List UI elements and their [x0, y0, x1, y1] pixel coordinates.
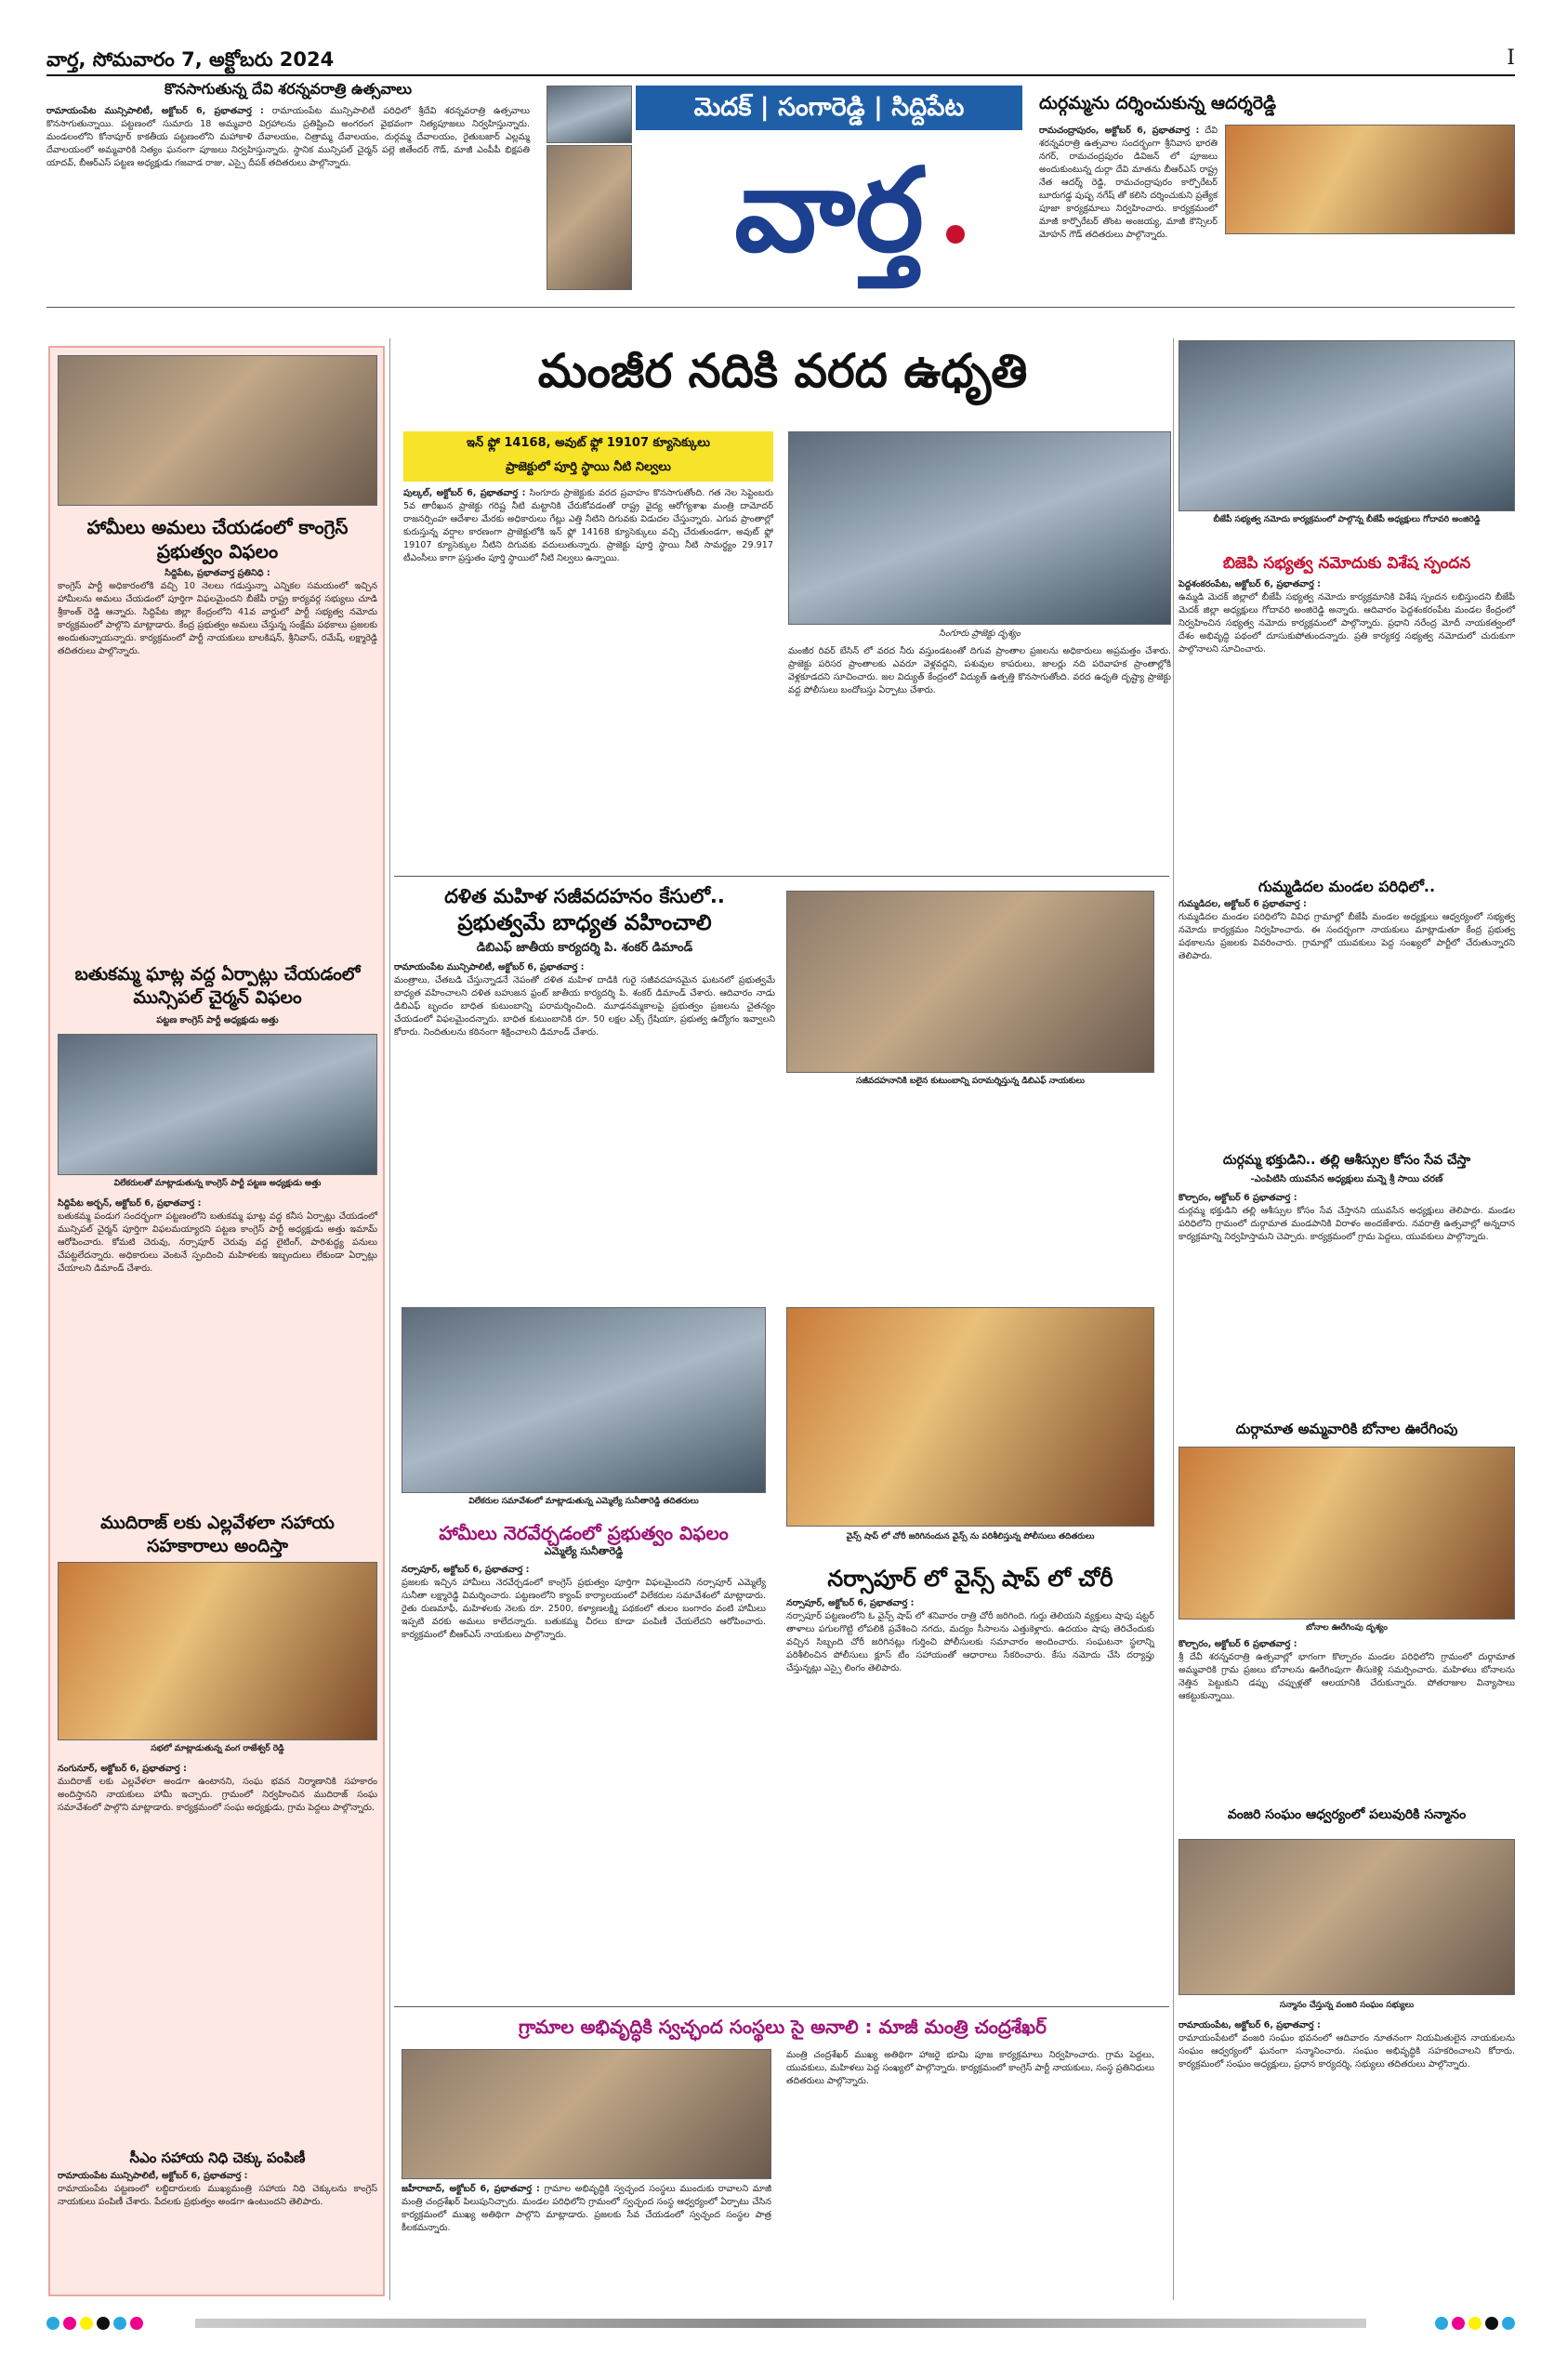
- center-story-2-photo-caption: విలేకరుల సమావేశంలో మాట్లాడుతున్న ఎమ్మెల్యే సునీతారెడ్డి తదితరులు: [468, 1497, 699, 1506]
- center-story-1: [394, 883, 775, 1302]
- story5-photo-caption: సన్మానం చేస్తున్న వంజరి సంఘం సభ్యులు: [1279, 2001, 1415, 2010]
- main-body-left: [403, 487, 773, 866]
- section-rule: [46, 307, 1515, 308]
- dateline: పెద్దశంకరంపేట, అక్టోబర్ 6, ప్రభాతవార్త :: [1179, 579, 1321, 589]
- center-rule-1: [394, 876, 1169, 877]
- story1-photo-caption: బీజేపీ సభ్యత్వ నమోదు కార్యక్రమంలో పాల్గొన్న బీజేపీ అధ్యక్షులు గోదావరి అంజిరెడ్డి: [1213, 515, 1481, 524]
- masthead-logo: వార్త: [734, 143, 924, 278]
- story3-headline: ముదిరాజ్ లకు ఎల్లవేళలా సహాయ సహకారాలు అందిస్తా: [100, 1513, 335, 1556]
- left-column: [48, 346, 385, 2296]
- article-body: [402, 1564, 766, 1642]
- page-number: I: [1507, 46, 1515, 70]
- clock-tower-photo: [547, 145, 632, 290]
- district-bar: మెదక్ | సంగారెడ్డి | సిద్దిపేట: [636, 86, 1022, 130]
- durga-photo: [1225, 125, 1515, 234]
- story3-caption: సభలో మాట్లాడుతున్న వంగ రాజేశ్వర్ రెడ్డి: [151, 1744, 284, 1753]
- center-story-2: [402, 1521, 766, 2004]
- headline: నర్సాపూర్ లో వైన్స్ షాప్ లో చోరీ: [827, 1566, 1113, 1592]
- center-story-4-headline: గ్రామాల అభివృద్ధికి స్వచ్ఛంద సంస్థలు సై అనాలి : మాజీ మంత్రి చంద్రశేఖర్: [518, 2016, 1047, 2038]
- dateline: జహీరాబాద్, అక్టోబర్ 6, ప్రభాతవార్త :: [402, 2184, 540, 2194]
- story1-photo: [58, 355, 377, 506]
- print-registration-bar: [46, 2313, 1515, 2334]
- body-text: మంజీర రివర్ బేసిన్ లో వరద నీరు వస్తుండటంతో దిగువ ప్రాంతాల ప్రజలను అధికారులు అప్రమత్తం చేశారు. ప్రాజెక్టు పరిసర ప్రాంతాలకు ఎవరూ వెళ్లవద్దని, పశువుల కాపరులు, జాలర్లు నది పరివాహక ప్రాంతాల్లోకి వెళ్లకూడదని సూచించారు. జల విద్యుత్ కేంద్రంలో విద్యుత్ ఉత్పత్తి కొనసాగుతోంది. వరద ఉధృతి దృష్ట్యా ప్రాజెక్టు వద్ద పోలీసులు బందోబస్తు ఏర్పాటు చేశారు.: [788, 646, 1171, 695]
- dateline: రామాయంపేట మున్సిపాలిటీ, అక్టోబర్ 6, ప్రభాతవార్త :: [394, 962, 585, 972]
- story3-body: [1179, 1192, 1515, 1415]
- center-story-4-body-left: [402, 2183, 771, 2302]
- color-dots-left: [46, 2317, 186, 2330]
- headline: కొనసాగుతున్న దేవి శరన్నవరాత్రి ఉత్సవాలు: [164, 80, 413, 98]
- body-text: రామాయంపేటలో వంజరి సంఘం భవనంలో ఆదివారం నూతనంగా నియమితులైన నాయకులను సంఘం ఆధ్వర్యంలో ఘనంగా సన్మానించారు. సంఘం అభివృద్ధికి సహకరించాలని కోరారు. కార్యక్రమంలో సంఘం అధ్యక్షులు, ప్రధాన కార్యదర్శి, సభ్యులు తదితరులు పాల్గొన్నారు.: [1179, 2033, 1515, 2069]
- dateline: కొల్చారం, అక్టోబర్ 6 ప్రభాతవార్త :: [1179, 1639, 1297, 1649]
- body-text: కాంగ్రెస్ పార్టీ అధికారంలోకి వచ్చి 10 నెలలు గడుస్తున్నా ఎన్నికల సమయంలో ఇచ్చిన హామీలను అమలు చేయడంలో పూర్తిగా విఫలమైందని బీజేపీ రాష్ట్ర కార్యవర్గ సభ్యులు చూడి శ్రీకాంత్ రెడ్డి ఆన్నారు. సిద్దిపేట జిల్లా కేంద్రంలోని 41వ వార్డులో పార్టీ సభ్యత్వ నమోదు కార్యక్రమంలో పాల్గొని మాట్లాడారు. కేంద్ర ప్రభుత్వం అమలు చేస్తున్న సంక్షేమ పథకాలు ప్రజలకు అందుతున్నాయన్నారు. కార్యక్రమంలో పార్టీ నాయకులు బాలకిషన్, శ్రీనివాస్, రమేష్, లక్ష్మారెడ్డి తదితరులు పాల్గొన్నారు.: [58, 581, 377, 656]
- story-top-right: [1039, 93, 1515, 301]
- body-text: మంత్రాలు, చేతబడి చేస్తున్నాడనే నెపంతో దళిత మహిళ దాడికి గురై సజీవదహనమైన ఘటనలో ప్రభుత్వమే బాధ్యత వహించాలని దళిత బహుజన ఫ్రంట్ జాతీయ కార్యదర్శి పి. శంకర్ డిమాండ్ చేశారు. ఆదివారం నాడు డిబిఎఫ్ బృందం బాధిత కుటుంబాన్ని పరామర్శించింది. మూఢనమ్మకాలపై ప్రభుత్వం ప్రజలను చైతన్యం చేయడంలో విఫలమైందన్నారు. బాధిత కుటుంబానికి రూ. 50 లక్షల ఎక్స్ గ్రేషియా, ప్రభుత్వ ఉద్యోగం ఇవ్వాలని కోరారు. నిందితులను కఠినంగా శిక్షించాలని డిమాండ్ చేశారు.: [394, 975, 775, 1038]
- headline-line2: ప్రభుత్వమే బాధ్యత వహించాలి: [457, 911, 712, 935]
- story2-body: [58, 1197, 377, 1504]
- subhead: ఎమ్మెల్యే సునీతారెడ్డి: [544, 1545, 624, 1557]
- body-text: గుమ్మడిదల మండల పరిధిలోని వివిధ గ్రామాల్లో బీజేపీ మండల అధ్యక్షులు ఆధ్వర్యంలో సభ్యత్వ నమోదు కార్యక్రమం నిర్వహించారు. ఈ సందర్భంగా నాయకులు మాట్లాడుతూ కేంద్ర ప్రభుత్వ పథకాలను ప్రజలకు వివరించారు. గ్రామాల్లో యువకులు పెద్ద సంఖ్యలో పార్టీలో చేరుతున్నారని తెలిపారు.: [1179, 912, 1515, 961]
- temple-photo: [547, 86, 632, 143]
- article-body: [46, 105, 530, 170]
- center-story-1-photo: [786, 891, 1154, 1073]
- dateline: గుమ్మడిదల, అక్టోబర్ 6 ప్రభాతవార్త :: [1179, 899, 1307, 909]
- center-story-1-photo-caption: సజీవదహనానికి బలైన కుటుంబాన్ని పరామర్శిస్తున్న డిబిఎఫ్ నాయకులు: [856, 1077, 1085, 1086]
- dam-photo-caption: సింగూరు ప్రాజెక్టు దృశ్యం: [939, 628, 1021, 639]
- story1-photo: [1179, 340, 1515, 511]
- story4-headline: సీఎం సహాయ నిధి చెక్కు పంపిణీ: [129, 2149, 306, 2166]
- subhead-line2: ప్రాజెక్టులో పూర్తి స్థాయి నీటి నిల్వలు: [506, 460, 671, 474]
- body-text: దుర్గమ్మ భక్తుడిని తల్లి ఆశీస్సుల కోసం సేవ చేస్తానని యువసేన అధ్యక్షులు తెలిపారు. మండల పరిధిలోని గ్రామంలో దుర్గామాత మండపానికి విరాళం అందజేశారు. నవరాత్రి ఉత్సవాల్లో అన్నదాన కార్యక్రమాన్ని నిర్వహిస్తామని చెప్పారు. కార్యక్రమంలో గ్రామ పెద్దలు, యువకులు పాల్గొన్నారు.: [1179, 1206, 1515, 1242]
- headline: హామీలు నెరవేర్చడంలో ప్రభుత్వం విఫలం: [439, 1522, 729, 1544]
- story2-caption: విలేకరులతో మాట్లాడుతున్న కాంగ్రెస్ పార్టీ పట్టణ అధ్యక్షుడు అత్తు: [113, 1179, 322, 1188]
- story4-headline: దుర్గామాత అమ్మవారికి బోనాల ఊరేగింపు: [1235, 1421, 1458, 1437]
- story1-headline: బిజెపి సభ్యత్వ నమోదుకు విశేష స్పందన: [1222, 554, 1471, 573]
- right-column: [1179, 338, 1515, 2300]
- main-story: [394, 338, 1171, 868]
- story2-body: [1179, 898, 1515, 1149]
- masthead: [547, 86, 1022, 292]
- dam-photo: [788, 431, 1171, 625]
- story1-body: [58, 567, 377, 958]
- story2-headline: బతుకమ్మ ఘాట్ల వద్ద ఏర్పాట్లు చేయడంలో మున్సిపల్ చైర్మన్ విఫలం: [74, 964, 361, 1008]
- story3-headline: దుర్గమ్మ భక్తుడిని.. తల్లి ఆశీస్సుల కోసం సేవ చేస్తా: [1222, 1153, 1471, 1168]
- body-text: బతుకమ్మ పండుగ సందర్భంగా పట్టణంలోని బతుకమ్మ ఘాట్ల వద్ద కనీస ఏర్పాట్లు చేయడంలో మున్సిపల్ చైర్మన్ పూర్తిగా విఫలమయ్యారని పట్టణ కాంగ్రెస్ పార్టీ అధ్యక్షుడు అత్తు ఇమామ్ ఆరోపించారు. కోమటి చెరువు, నర్సాపూర్ చెరువు వద్ద లైటింగ్, పారిశుద్ధ్య పనులు చేపట్టలేదన్నారు. అధికారులు వెంటనే స్పందించి మహిళలకు ఇబ్బందులు లేకుండా ఏర్పాట్లు చేయాలని డిమాండ్ చేశారు.: [58, 1211, 377, 1274]
- column-divider-left: [389, 338, 390, 2300]
- story5-photo: [1179, 1839, 1515, 1995]
- dateline: రామాయంపేట మున్సిపాలిటీ, అక్టోబర్ 6, ప్రభాతవార్త :: [46, 106, 264, 116]
- body-text: ప్రజలకు ఇచ్చిన హామీలు నెరవేర్చడంలో కాంగ్రెస్ ప్రభుత్వం పూర్తిగా విఫలమైందని నర్సాపూర్ ఎమ్మెల్యే సునీతా లక్ష్మారెడ్డి విమర్శించారు. పట్టణంలోని క్యాంప్ కార్యాలయంలో విలేకరుల సమావేశంలో మాట్లాడారు. రైతు రుణమాఫీ, మహిళలకు నెలకు రూ. 2500, కళ్యాణలక్ష్మి పథకంలో తులం బంగారం వంటి హామీలు ఇప్పటి వరకు అమలు కాలేదన్నారు. బతుకమ్మ చీరలు కూడా పంపిణీ చేయలేదని ఆరోపించారు. కార్యక్రమంలో బీఆర్ఎస్ నాయకులు పాల్గొన్నారు.: [402, 1578, 766, 1640]
- body-text: సింగూరు ప్రాజెక్టుకు వరద ప్రవాహం కొనసాగుతోంది. గత నెల సెప్టెంబరు 5వ తారీఖున ప్రాజెక్టు గరిష్ట నీటి మట్టానికి చేరుకోవడంతో రాష్ట్ర వైద్య ఆరోగ్యశాఖ మంత్రి దామోదర్ రాజనర్సింహ ఆదేశాల మేరకు అధికారులు గేట్లు ఎత్తి నీటిని దిగువకు విడుదల చేస్తున్నారు. ఎగువ ప్రాంతాల్లో కురుస్తున్న వర్షాల కారణంగా ప్రాజెక్టులోకి ఇన్ ఫ్లో 14168 క్యూసెక్కులు వచ్చి చేరుతుండగా, అవుట్ ఫ్లో 19107 క్యూసెక్కుల నీటిని దిగువకు వదులుతున్నారు. ప్రాజెక్టు పూర్తి స్థాయి నీటి సామర్థ్యం 29.917 టీఎంసీలు కాగా ప్రస్తుతం పూర్తి స్థాయిలో నీటి నిల్వలు ఉన్నాయి.: [403, 488, 773, 563]
- dateline: సిద్దిపేట, ప్రభాతవార్త ప్రతినిధి :: [165, 568, 270, 578]
- article-body: [394, 961, 775, 1039]
- story2-headline: గుమ్మడిదల మండల పరిధిలో..: [1258, 878, 1436, 895]
- center-story-3-photo-caption: వైన్స్ షాప్ లో చోరీ జరిగినందున వైన్స్ ను పరిశీలిస్తున్న పోలీసులు తదితరులు: [846, 1532, 1095, 1541]
- subhead-line1: ఇన్ ఫ్లో 14168, అవుట్ ఫ్లో 19107 క్యూసెక్కులు: [467, 436, 710, 450]
- story3-body: [58, 1763, 377, 2144]
- center-story-4-photo: [402, 2049, 771, 2179]
- page-header: [46, 45, 1515, 73]
- body-text: దేవి శరన్నవరాత్రి ఉత్సవాల సందర్భంగా శ్రీనివాస భారతి నగర్, రామచంద్రపురం డివిజన్ లో పూజలు అందుకుంటున్న దుర్గా దేవి మాతను బీఆర్ఎస్ రాష్ట్ర నేత ఆదర్శ్ రెడ్డి, రామచంద్రాపురం కార్పొరేటర్ బూరుగడ్డ పుష్ప నగేష్ తో కలిసి దర్శించుకుని ప్రత్యేక పూజా కార్యక్రమాలు నిర్వహించారు. కార్యక్రమంలో మాజీ కార్పొరేటర్ తొంట అంజయ్య, మాజీ కౌన్సిలర్ మోహన్ గౌడ్ తదితరులు పాల్గొన్నారు.: [1039, 126, 1218, 240]
- dateline: నర్సాపూర్, అక్టోబర్ 6, ప్రభాతవార్త :: [402, 1565, 530, 1575]
- dateline: సిద్దిపేట అర్బన్, అక్టోబర్ 6, ప్రభాతవార్త :: [58, 1198, 202, 1209]
- color-dots-right: [1376, 2317, 1515, 2330]
- story4-photo-caption: బోనాల ఊరేగింపు దృశ్యం: [1306, 1623, 1388, 1633]
- body-text: ఉమ్మడి మెదక్ జిల్లాలో బీజేపీ సభ్యత్వ నమోదు కార్యక్రమానికి విశేష స్పందన లభిస్తుందని బీజేపీ మెదక్ జిల్లా అధ్యక్షులు గోదావరి అంజిరెడ్డి అన్నారు. ఆదివారం పెద్దశంకరంపేట మండల కేంద్రంలో నిర్వహించిన సభ్యత్వ నమోదు కార్యక్రమంలో పాల్గొన్నారు. ప్రధాని నరేంద్ర మోదీ నాయకత్వంలో దేశం అభివృద్ధి పథంలో దూసుకుపోతుందన్నారు. ప్రతి కార్యకర్త సభ్యత్వ నమోదులో చురుకుగా పాల్గొనాలని సూచించారు.: [1179, 592, 1515, 654]
- body-text: రామాయంపేట పట్టణంలో లబ్ధిదారులకు ముఖ్యమంత్రి సహాయ నిధి చెక్కులను కాంగ్రెస్ నాయకులు పంపిణీ చేశారు. పేదలకు ప్రభుత్వం అండగా ఉంటుందని తెలిపారు.: [58, 2184, 377, 2207]
- body-text: శ్రీ దేవీ శరన్నవరాత్రి ఉత్సవాల్లో భాగంగా కొల్చారం మండల పరిధిలోని గ్రామంలో దుర్గామాత అమ్మవారికి గ్రామ ప్రజలు బోనాలను ఊరేగింపుగా తీసుకెళ్లి సమర్పించారు. మహిళలు బోనాలను నెత్తిన పెట్టుకుని డప్పు చప్పుళ్లతో ఆలయానికి చేరుకున్నారు. పోతరాజుల విన్యాసాలు ఆకట్టుకున్నాయి.: [1179, 1652, 1515, 1701]
- center-story-3: [786, 1564, 1154, 2001]
- header-date: వార్త, సోమవారం 7, అక్టోబరు 2024: [46, 48, 335, 71]
- article-body: [786, 1597, 1154, 1675]
- subhead: డిబిఎఫ్ జాతీయ కార్యదర్శి పి. శంకర్ డిమాండ్: [476, 941, 693, 955]
- headline-line1: దళిత మహిళ సజీవదహనం కేసులో..: [444, 885, 725, 907]
- main-headline: మంజీర నదికి వరద ఉధృతి: [537, 344, 1028, 398]
- dateline: రామాయంపేట, అక్టోబర్ 6, ప్రభాతవార్త :: [1179, 2020, 1321, 2030]
- center-story-4-body-right: [786, 2049, 1154, 2302]
- main-body-right: [788, 645, 1171, 866]
- center-story-3-photo: [786, 1307, 1154, 1527]
- story3-photo: [58, 1562, 377, 1740]
- center-story-1-continued: [786, 1095, 1154, 1300]
- dateline: కొల్చారం, అక్టోబర్ 6 ప్రభాతవార్త :: [1179, 1193, 1297, 1203]
- body-text: గ్రామాల అభివృద్ధికి స్వచ్ఛంద సంస్థలు ముందుకు రావాలని మాజీ మంత్రి చంద్రశేఖర్ పిలుపునిచ్చారు. మండల పరిధిలోని గ్రామంలో స్వచ్ఛంద సంస్థ ఆధ్వర్యంలో ఏర్పాటు చేసిన కార్యక్రమంలో ముఖ్య అతిథిగా పాల్గొని మాట్లాడారు. ప్రజలకు సేవ చేయడంలో స్వచ్ఛంద సంస్థల పాత్ర కీలకమన్నారు.: [402, 2184, 771, 2233]
- story4-photo: [1179, 1447, 1515, 1620]
- dateline: నర్సాపూర్, అక్టోబర్ 6, ప్రభాతవార్త :: [786, 1598, 915, 1608]
- story2-photo: [58, 1034, 377, 1175]
- story3-subhead: -ఎంపిటిసి యువసేన అధ్యక్షులు మన్నె శ్రీ సాయి చరణ్: [1250, 1174, 1443, 1184]
- story5-body: [1179, 2019, 1515, 2298]
- gray-scale-bar: [195, 2319, 1366, 2328]
- story-top-left: [46, 80, 530, 303]
- dateline: నంగునూర్, అక్టోబర్ 6, ప్రభాతవార్త :: [58, 1764, 187, 1774]
- story1-body: [1179, 578, 1515, 872]
- header-rule: [46, 74, 1515, 76]
- body-text: మంత్రి చంద్రశేఖర్ ముఖ్య అతిథిగా హాజరై భూమి పూజ కార్యక్రమాలు నిర్వహించారు. గ్రామ పెద్దలు, యువకులు, మహిళలు పెద్ద సంఖ్యలో పాల్గొన్నారు. కార్యక్రమంలో కాంగ్రెస్ పార్టీ నాయకులు, సంస్థ ప్రతినిధులు తదితరులు పాల్గొన్నారు.: [786, 2050, 1154, 2086]
- center-rule-2: [394, 2006, 1169, 2007]
- story1-headline: హామీలు అమలు చేయడంలో కాంగ్రెస్ ప్రభుత్వం విఫలం: [86, 516, 349, 562]
- story2-subhead: పట్టణ కాంగ్రెస్ పార్టీ అధ్యక్షుడు అత్తు: [156, 1015, 279, 1025]
- story4-body: [58, 2170, 377, 2291]
- logo-dot: [946, 225, 965, 244]
- body-text: ముదిరాజ్ లకు ఎల్లవేళలా అండగా ఉంటానని, సంఘ భవన నిర్మాణానికి సహకారం అందిస్తానని నాయకులు హామీ ఇచ్చారు. గ్రామంలో నిర్వహించిన ముదిరాజ్ సంఘ సమావేశంలో పాల్గొని మాట్లాడారు. కార్యక్రమంలో సంఘ అధ్యక్షుడు, గ్రామ పెద్దలు పాల్గొన్నారు.: [58, 1777, 377, 1813]
- headline: దుర్గమ్మను దర్శించుకున్న ఆదర్శరెడ్డి: [1039, 93, 1277, 113]
- dateline: పుల్కల్, అక్టోబర్ 6, ప్రభాతవార్త :: [403, 488, 526, 498]
- main-subhead-box: [403, 431, 773, 482]
- dateline: రామచంద్రాపురం, అక్టోబర్ 6, ప్రభాతవార్త :: [1039, 126, 1200, 136]
- dateline: రామాయంపేట మున్సిపాలిటీ, అక్టోబర్ 6, ప్రభాతవార్త :: [58, 2171, 248, 2181]
- article-body: [1039, 125, 1218, 240]
- body-text: నర్సాపూర్ పట్టణంలోని ఓ వైన్స్ షాప్ లో శనివారం రాత్రి చోరీ జరిగింది. గుర్తు తెలియని వ్యక్తులు షాపు షట్టర్ తాళాలు పగులగొట్టి లోపలికి ప్రవేశించి నగదు, మద్యం సీసాలను ఎత్తుకెళ్లారు. ఉదయం షాపు తెరిచేందుకు వచ్చిన సిబ్బంది చోరీ జరిగినట్లు గుర్తించి పోలీసులకు సమాచారం అందించారు. సంఘటనా స్థలాన్ని పరిశీలించిన పోలీసులు క్లూస్ టీం సహాయంతో ఆధారాలు సేకరించారు. కేసు నమోదు చేసి దర్యాప్తు చేస్తున్నట్లు ఎస్సై లింగం తెలిపారు.: [786, 1611, 1154, 1673]
- column-divider-right: [1173, 338, 1174, 2300]
- center-story-2-photo: [402, 1307, 766, 1493]
- story5-headline: వంజరి సంఘం ఆధ్వర్యంలో పలువురికి సన్మానం: [1227, 1807, 1467, 1822]
- body-text: రామాయంపేట మున్సిపాలిటీ పరిధిలో శ్రీదేవి శరన్నవరాత్రి ఉత్సవాలు కొనసాగుతున్నాయి. పట్టణంలో సుమారు 18 అమ్మవారి విగ్రహాలను ప్రతిష్టించి అంగరంగ వైభవంగా నిత్యపూజలు నిర్వహిస్తున్నారు. మండలంలోని కోనాపూర్ కాకతీయ పట్టణంలోని మహాకాళి దేవాలయం, చిత్రామ్మ దేవాలయం, దుర్గమ్మ దేవాలయం, రైతుబజార్ ఎల్లమ్మ దేవాలయంలో అమ్మవారికి నిత్యం ఘనంగా పూజలు నిర్వహిస్తున్నారు. స్థానిక మున్సిపల్ చైర్మన్ పల్లె జితేందర్ గౌడ్, మాజీ ఎంపీపీ భిక్షపతి యాదవ్, బీఆర్ఎస్ పట్టణ అధ్యక్షుడు గజవాడ రాజు, ఎస్సై దీపక్ తదితరులు పాల్గొన్నారు.: [46, 106, 530, 168]
